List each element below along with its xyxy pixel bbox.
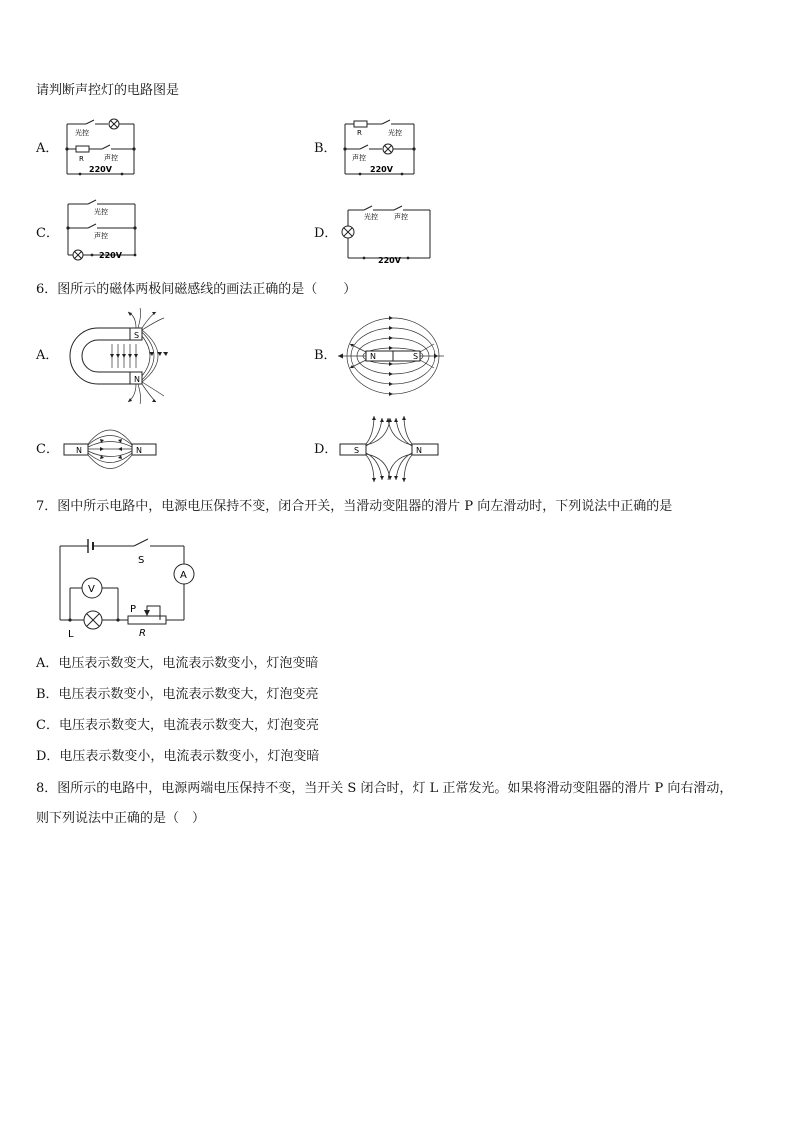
q6-option-a-letter[interactable]: A． — [36, 348, 59, 363]
q6-option-b-letter[interactable]: B． — [314, 348, 337, 363]
q5-circuit-d — [340, 202, 435, 264]
q5-circuit-a — [62, 118, 142, 180]
q5-option-d-letter[interactable]: D． — [314, 226, 338, 241]
label-light-control: 光控 — [364, 213, 378, 221]
q7-circuit-diagram — [56, 536, 206, 640]
magnet-diagram-c — [64, 414, 164, 484]
lamp-label: L — [68, 629, 74, 640]
ammeter-label: A — [180, 570, 187, 581]
switch-label: S — [138, 555, 145, 566]
q5-option-b-letter[interactable]: B． — [314, 141, 337, 156]
pole-label-right: S — [413, 352, 419, 361]
q7-option-b[interactable]: B．电压表示数变小，电流表示数变大，灯泡变亮 — [36, 687, 319, 702]
label-resistor: R — [79, 155, 84, 163]
pole-label-top: S — [134, 331, 140, 340]
q5-option-a-letter[interactable]: A． — [36, 141, 59, 156]
q8-stem-line1: 8．图所示的电路中，电源两端电压保持不变，当开关 S 闭合时，灯 L 正常发光。如果将滑动变阻器的滑片 P 向右滑动， — [36, 781, 733, 796]
label-voltage: 220V — [99, 251, 122, 260]
slider-label: P — [130, 604, 137, 615]
q6-option-c-letter[interactable]: C． — [36, 442, 59, 457]
pole-label-left: N — [370, 352, 376, 361]
label-sound-control: 声控 — [94, 232, 108, 240]
magnet-diagram-b — [338, 314, 448, 402]
label-sound-control: 声控 — [104, 154, 118, 162]
label-light-control: 光控 — [75, 129, 89, 137]
pole-label-right: N — [136, 446, 142, 455]
rheostat-label: R — [139, 628, 146, 639]
q6-option-d-letter[interactable]: D． — [314, 442, 338, 457]
label-light-control: 光控 — [94, 208, 108, 216]
pole-label-left: N — [76, 446, 82, 455]
q5-stem-tail: 请判断声控灯的电路图是 — [36, 83, 180, 98]
pole-label-bottom: N — [134, 375, 140, 384]
magnet-diagram-a — [66, 312, 186, 404]
q7-option-a[interactable]: A．电压表示数变大，电流表示数变小，灯泡变暗 — [36, 656, 319, 671]
q7-option-c[interactable]: C．电压表示数变大，电流表示数变大，灯泡变亮 — [36, 718, 319, 733]
label-sound-control: 声控 — [394, 213, 408, 221]
label-resistor: R — [357, 129, 362, 137]
label-voltage: 220V — [89, 165, 112, 174]
q5-option-c-letter[interactable]: C． — [36, 226, 59, 241]
pole-label-right: N — [416, 446, 422, 455]
magnet-diagram-d — [340, 414, 442, 484]
label-voltage: 220V — [378, 256, 401, 265]
q8-stem-line2: 则下列说法中正确的是（ ） — [36, 811, 206, 826]
q5-circuit-c — [62, 200, 142, 262]
label-light-control: 光控 — [388, 129, 402, 137]
q7-stem: 7．图中所示电路中，电源电压保持不变，闭合开关，当滑动变阻器的滑片 P 向左滑动时，下列说法中正确的是 — [36, 499, 673, 514]
q5-circuit-b — [340, 118, 420, 180]
label-sound-control: 声控 — [352, 154, 366, 162]
pole-label-left: S — [354, 446, 360, 455]
voltmeter-label: V — [88, 584, 95, 595]
q7-option-d[interactable]: D．电压表示数变小，电流表示数变小，灯泡变暗 — [36, 749, 320, 764]
q6-stem: 6．图所示的磁体两极间磁感线的画法正确的是（ ） — [36, 282, 357, 297]
label-voltage: 220V — [370, 165, 393, 174]
